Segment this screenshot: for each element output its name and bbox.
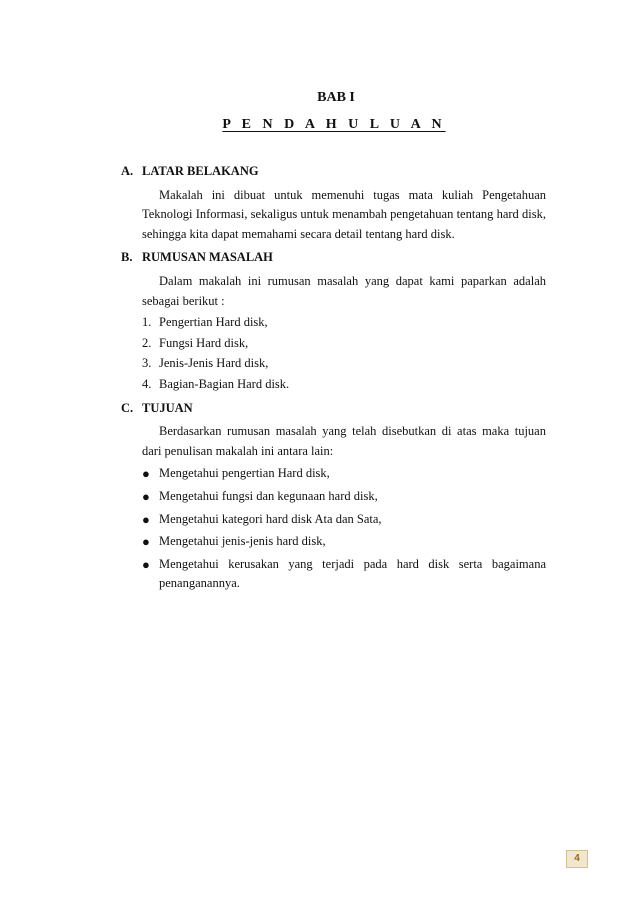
bullet-icon: ●: [142, 556, 150, 572]
section-title: LATAR BELAKANG: [142, 164, 259, 178]
section-heading-b: [121, 248, 546, 268]
section-letter: B.: [121, 250, 133, 265]
list-text: Jenis-Jenis Hard disk,: [159, 356, 269, 371]
chapter-title: P E N D A H U L U A N: [222, 117, 446, 132]
list-text: Mengetahui kerusakan yang terjadi pada hard disk serta bagaimana penanganannya.: [159, 556, 546, 591]
list-item: [142, 555, 546, 594]
list-item: [142, 464, 546, 484]
section-title: RUMUSAN MASALAH: [142, 250, 273, 265]
list-item: [142, 313, 546, 333]
list-text: Bagian-Bagian Hard disk.: [159, 376, 290, 391]
bullet-icon: ●: [142, 534, 150, 550]
list-item: [142, 354, 546, 374]
list-number: 4.: [142, 376, 152, 391]
section-letter: C.: [121, 400, 134, 415]
list-item: [142, 532, 546, 552]
chapter-number: BAB I: [317, 90, 355, 105]
page-number-badge: 4: [566, 850, 588, 868]
list-text: Mengetahui pengertian Hard disk,: [159, 466, 330, 481]
bullet-icon: ●: [142, 488, 150, 504]
section-heading-c: [121, 399, 546, 419]
page-content: [121, 162, 546, 594]
list-item: [142, 375, 546, 395]
list-item: [142, 334, 546, 354]
list-item: [142, 487, 546, 507]
section-b-paragraph: Dalam makalah ini rumusan masalah yang dapat kami paparkan adalah sebagai berikut :: [142, 273, 546, 308]
list-number: 2.: [142, 335, 152, 350]
list-text: Pengertian Hard disk,: [159, 315, 268, 330]
list-text: Mengetahui kategori hard disk Ata dan Sata,: [159, 511, 382, 526]
list-text: Mengetahui jenis-jenis hard disk,: [159, 534, 326, 549]
goals-list: [142, 464, 546, 594]
list-number: 1.: [142, 315, 152, 330]
section-title: TUJUAN: [142, 400, 193, 415]
bullet-icon: ●: [142, 466, 150, 482]
section-heading-a: [121, 162, 546, 182]
list-item: [142, 510, 546, 530]
bullet-icon: ●: [142, 511, 150, 527]
list-text: Mengetahui fungsi dan kegunaan hard disk,: [159, 488, 378, 503]
section-letter: A.: [121, 164, 134, 178]
problem-list: [142, 313, 546, 394]
section-a-paragraph: Makalah ini dibuat untuk memenuhi tugas mata kuliah Pengetahuan Teknologi Informasi, sekaligus untuk menambah pengetahuan tentang hard disk, sehingga kita dapat memahami secara detail tentang hard disk.: [142, 187, 546, 241]
section-c-paragraph: Berdasarkan rumusan masalah yang telah disebutkan di atas maka tujuan dari penulisan makalah ini antara lain:: [142, 424, 546, 458]
list-number: 3.: [142, 356, 152, 371]
list-text: Fungsi Hard disk,: [159, 335, 249, 350]
